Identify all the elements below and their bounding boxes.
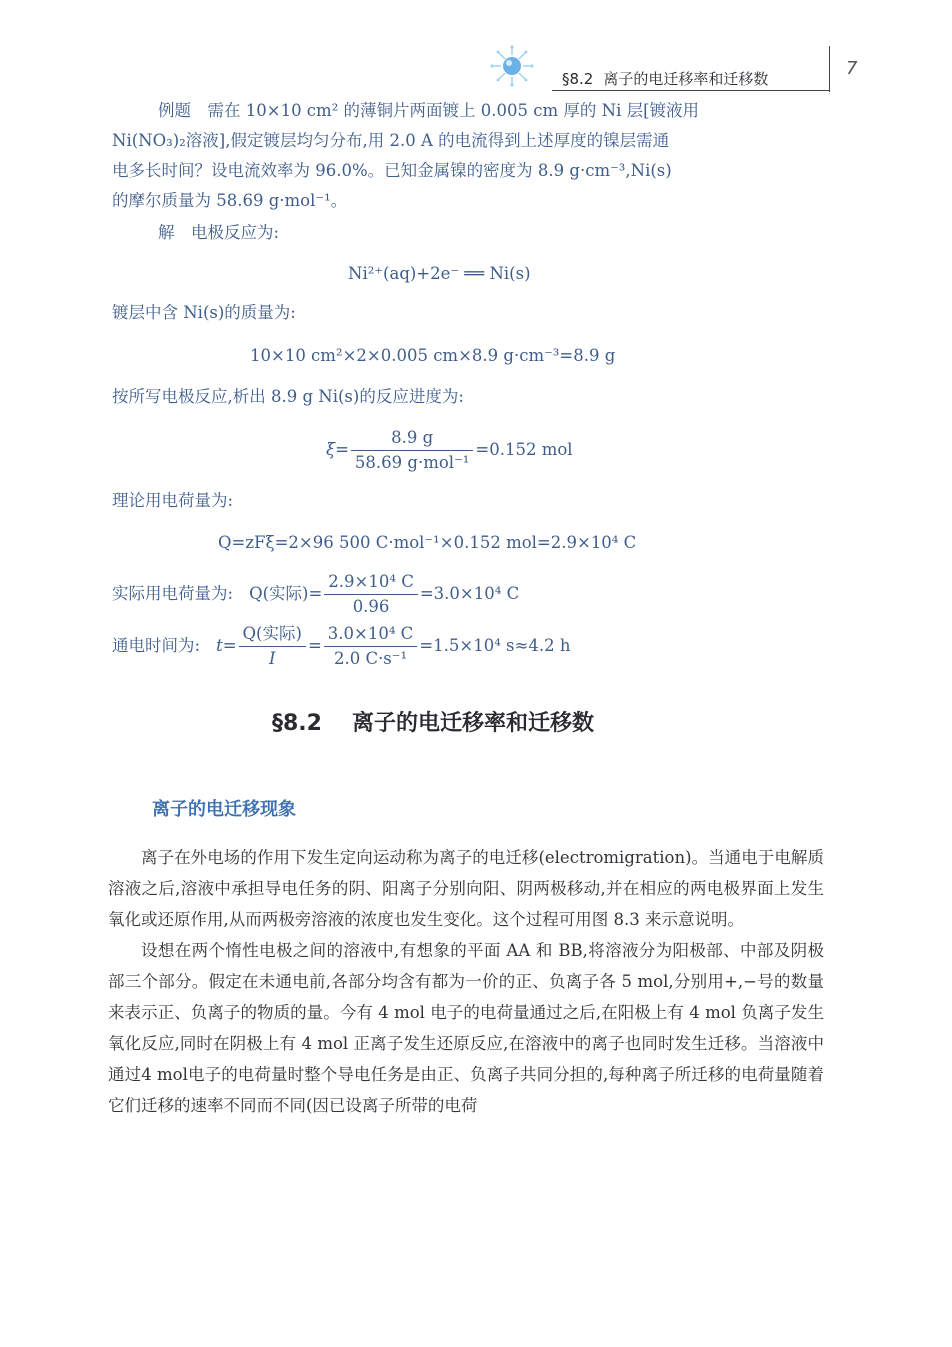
section-number: §8.2: [272, 711, 322, 736]
example-line-3: 电多长时间？设电流效率为 96.0%。已知金属镍的密度为 8.9 g·cm⁻³,Ni(s): [112, 161, 672, 180]
section-title: 离子的电迁移率和迁移数: [351, 711, 594, 736]
solution-intro: 解 电极反应为:: [158, 223, 280, 242]
extent-numerator: 8.9 g: [351, 428, 473, 451]
time-lhs: t=: [216, 636, 237, 655]
time-fraction-2: [324, 624, 418, 669]
theory-equation: Q=zFξ=2×96 500 C·mol⁻¹×0.152 mol=2.9×10⁴ C: [218, 533, 637, 552]
extent-fraction: [351, 428, 473, 473]
molecule-icon: [488, 44, 536, 88]
header-section-title: 离子的电迁移率和迁移数: [603, 70, 769, 88]
extent-denominator: 58.69 g·mol⁻¹: [354, 453, 470, 472]
time-rhs: =1.5×10⁴ s≈4.2 h: [419, 636, 571, 655]
time-numerator-1: Q(实际): [239, 624, 306, 647]
time-fraction-1: [239, 624, 306, 669]
time-denominator-1: I: [268, 649, 276, 668]
example-line-1: 例题 需在 10×10 cm² 的薄铜片两面镀上 0.005 cm 厚的 Ni 层[镀液用: [158, 101, 700, 120]
time-denominator-2: 2.0 C·s⁻¹: [333, 649, 408, 668]
paragraph-1: 离子在外电场的作用下发生定向运动称为离子的电迁移(electromigration)。当通电于电解质溶液之后,溶液中承担导电任务的阴、阳离子分别向阳、阴两极移动,并在相应的两电极界面上发生氧化或还原作用,从而两极旁溶液的浓度也发生变化。这个过程可用图 8.3 来示意说明。: [108, 848, 824, 929]
time-numerator-2: 3.0×10⁴ C: [324, 624, 418, 647]
actual-intro: 实际用电荷量为:: [112, 584, 234, 603]
actual-rhs: =3.0×10⁴ C: [419, 584, 520, 603]
extent-lhs: ξ=: [326, 440, 349, 459]
actual-lhs: Q(实际)=: [249, 584, 323, 603]
extent-intro: 按所写电极反应,析出 8.9 g Ni(s)的反应进度为:: [112, 387, 464, 406]
header-section-number: §8.2: [562, 70, 594, 88]
body-text: [108, 842, 824, 1121]
example-line-4: 的摩尔质量为 58.69 g·mol⁻¹。: [112, 191, 348, 210]
extent-rhs: =0.152 mol: [475, 440, 573, 459]
actual-fraction: [324, 572, 418, 617]
header-divider: [829, 46, 830, 92]
running-header: [562, 68, 778, 89]
section-heading: [272, 706, 594, 737]
page-number: 7: [846, 58, 858, 79]
theory-intro: 理论用电荷量为:: [112, 491, 234, 510]
time-equals: =: [307, 636, 322, 655]
mass-equation: 10×10 cm²×2×0.005 cm×8.9 g·cm⁻³=8.9 g: [250, 346, 616, 365]
time-intro: 通电时间为:: [112, 636, 201, 655]
example-line-2: Ni(NO₃)₂溶液],假定镀层均匀分布,用 2.0 A 的电流得到上述厚度的镍层需通: [112, 131, 670, 150]
subheading: 离子的电迁移现象: [152, 799, 296, 820]
actual-denominator: 0.96: [352, 597, 390, 616]
electrode-reaction: Ni²⁺(aq)+2e⁻ ══ Ni(s): [348, 264, 531, 283]
mass-intro: 镀层中含 Ni(s)的质量为:: [112, 303, 296, 322]
paragraph-2: 设想在两个惰性电极之间的溶液中,有想象的平面 AA 和 BB,将溶液分为阳极部、中部及阴极部三个部分。假定在未通电前,各部分均含有都为一价的正、负离子各 5 mol,分别用+,−号的数量来表示正、负离子的物质的量。今有 4 mol 电子的电荷量通过之后,在阳极上有 4 mol 负离子发生氧化反应,同时在阴极上有 4 mol 正离子发生还原反应,在溶液中的离子也同时发生迁移。当溶液中通过4 mol电子的电荷量时整个导电任务是由正、负离子共同分担的,每种离子所迁移的电荷量随着它们迁移的速率不同而不同(因已设离子所带的电荷: [108, 941, 824, 1115]
extent-equation: [326, 428, 573, 473]
actual-numerator: 2.9×10⁴ C: [324, 572, 418, 595]
header-rule: [552, 90, 829, 91]
time-line: [112, 624, 570, 669]
actual-charge-line: [112, 572, 519, 617]
